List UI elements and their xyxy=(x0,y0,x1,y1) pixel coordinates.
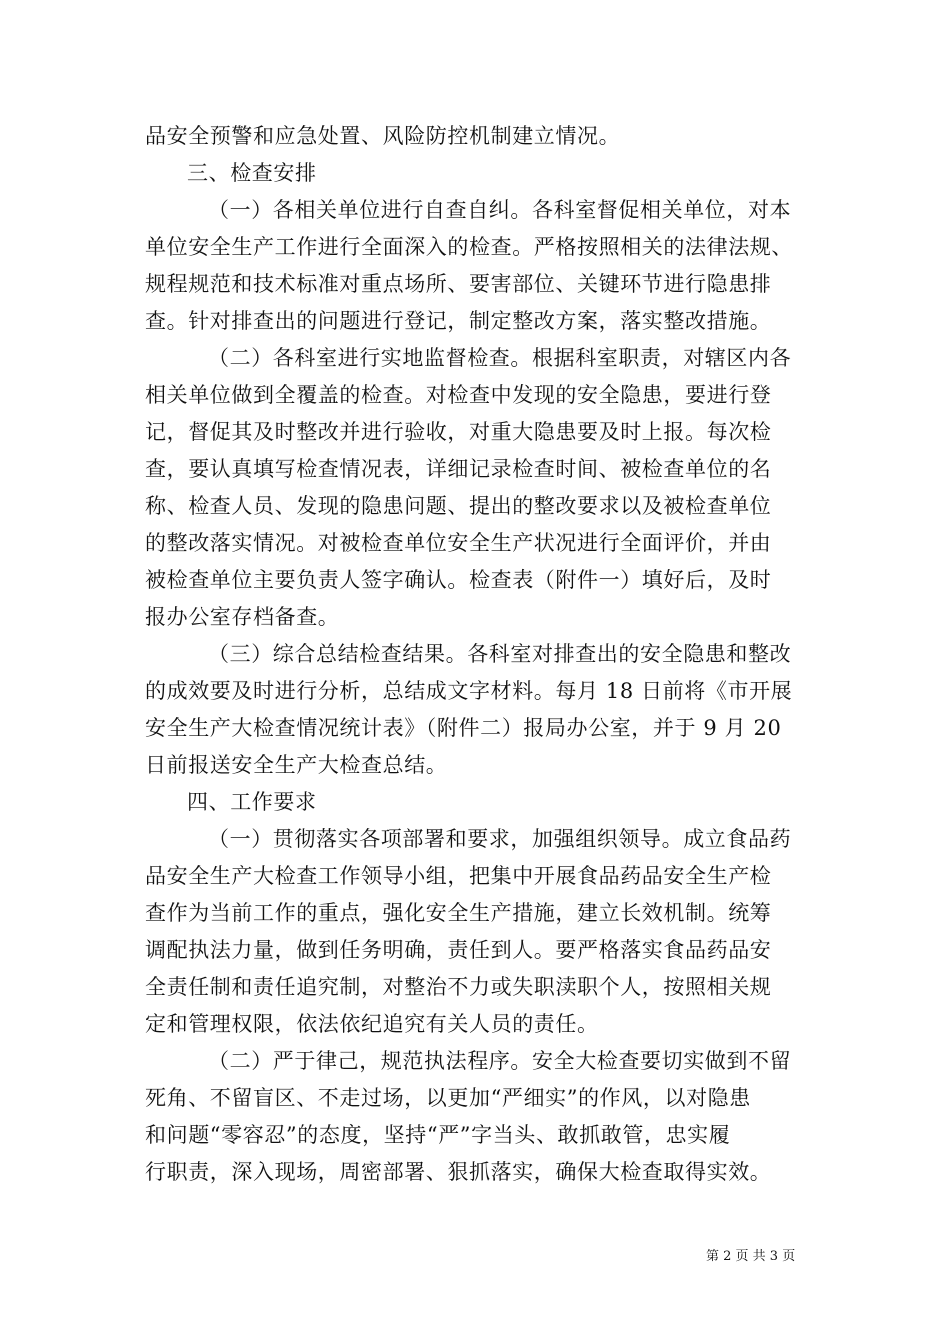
text-line: 品安全预警和应急处置、风险防控机制建立情况。 xyxy=(145,124,621,148)
text-line: 相关单位做到全覆盖的检查。对检查中发现的安全隐患，要进行登 xyxy=(145,383,772,407)
text-line: 定和管理权限，依法依纪追究有关人员的责任。 xyxy=(145,1012,599,1036)
page-number-footer: 第 2 页 共 3 页 xyxy=(706,1249,796,1264)
text-line: 查。针对排查出的问题进行登记，制定整改方案，落实整改措施。 xyxy=(145,309,772,333)
text-line: 查作为当前工作的重点，强化安全生产措施，建立长效机制。统筹 xyxy=(145,901,772,925)
paragraph-start: （二）严于律己，规范执法程序。安全大检查要切实做到不留 xyxy=(208,1049,792,1073)
text-line: 调配执法力量，做到任务明确，责任到人。要严格落实食品药品安 xyxy=(145,938,772,962)
text-line: 报办公室存档备查。 xyxy=(145,605,340,629)
text-line: 规程规范和技术标准对重点场所、要害部位、关键环节进行隐患排 xyxy=(145,272,772,296)
text-line: 称、检查人员、发现的隐患问题、提出的整改要求以及被检查单位 xyxy=(145,494,772,518)
text-line: 记，督促其及时整改并进行验收，对重大隐患要及时上报。每次检 xyxy=(145,420,772,444)
text-line: 和问题“零容忍”的态度，坚持“严”字当头、敢抓敢管，忠实履 xyxy=(145,1123,731,1147)
text-line: 安全生产大检查情况统计表》（附件二）报局办公室，并于 9 月 20 xyxy=(145,716,782,740)
text-line: 查，要认真填写检查情况表，详细记录检查时间、被检查单位的名 xyxy=(145,457,772,481)
text-line: 的整改落实情况。对被检查单位安全生产状况进行全面评价，并由 xyxy=(145,531,772,555)
text-line: 单位安全生产工作进行全面深入的检查。严格按照相关的法律法规、 xyxy=(145,235,793,259)
text-line: 行职责，深入现场，周密部署、狠抓落实，确保大检查取得实效。 xyxy=(145,1160,772,1184)
text-line: 死角、不留盲区、不走过场，以更加“严细实”的作风，以对隐患 xyxy=(145,1086,751,1110)
text-line: 品安全生产大检查工作领导小组，把集中开展食品药品安全生产检 xyxy=(145,864,772,888)
text-line: 被检查单位主要负责人签字确认。检查表（附件一）填好后，及时 xyxy=(145,568,772,592)
body-text xyxy=(145,118,807,1191)
text-line: 日前报送安全生产大检查总结。 xyxy=(145,753,448,777)
paragraph-start: （三）综合总结检查结果。各科室对排查出的安全隐患和整改 xyxy=(208,642,792,666)
paragraph-start: （一）各相关单位进行自查自纠。各科室督促相关单位，对本 xyxy=(208,198,792,222)
text-line: 的成效要及时进行分析，总结成文字材料。每月 18 日前将《市开展 xyxy=(145,679,793,703)
text-line: 全责任制和责任追究制，对整治不力或失职渎职个人，按照相关规 xyxy=(145,975,772,999)
section-heading: 三、检查安排 xyxy=(187,161,317,185)
paragraph-start: （一）贯彻落实各项部署和要求，加强组织领导。成立食品药 xyxy=(208,827,792,851)
section-heading: 四、工作要求 xyxy=(187,790,317,814)
paragraph-start: （二）各科室进行实地监督检查。根据科室职责，对辖区内各 xyxy=(208,346,792,370)
